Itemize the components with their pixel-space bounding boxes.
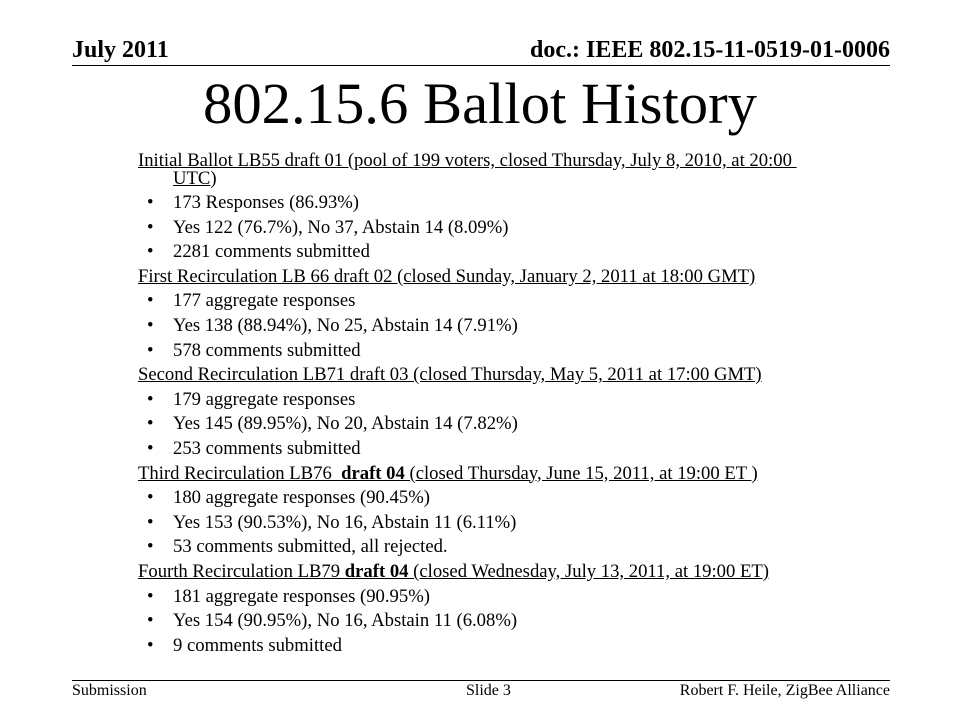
fourth-recirculation-heading	[138, 563, 818, 581]
vote-tally: • Yes 154 (90.95%), No 16, Abstain 11 (6.08%)	[138, 612, 818, 630]
first-recirculation-section	[138, 265, 818, 361]
slide-title: 802.15.6 Ballot History	[203, 71, 757, 136]
vote-tally: • Yes 153 (90.53%), No 16, Abstain 11 (6.11%)	[138, 514, 818, 532]
heading-text-tail: (closed Thursday, June 15, 2011, at 19:00 ET )	[404, 462, 758, 484]
comments-count: • 2281 comments submitted	[138, 243, 818, 261]
draft-label: draft 04	[341, 462, 405, 484]
vote-tally: • Yes 122 (76.7%), No 37, Abstain 14 (8.09%)	[138, 219, 818, 237]
heading-text: Second Recirculation LB71 draft 03 (closed Thursday, May 5, 2011 at 17:00 GMT)	[138, 364, 762, 386]
vote-tally: • Yes 138 (88.94%), No 25, Abstain 14 (7.91%)	[138, 317, 818, 335]
slide-body	[138, 152, 818, 654]
responses-count: • 173 Responses (86.93%)	[138, 194, 818, 212]
fourth-recirculation-section	[138, 563, 818, 654]
slide-number: Slide 3	[466, 682, 511, 699]
initial-ballot-section	[138, 152, 818, 261]
comments-count: • 253 comments submitted	[138, 440, 818, 458]
heading-text-tail: (closed Wednesday, July 13, 2011, at 19:00 ET)	[408, 561, 769, 582]
heading-text: Initial Ballot LB55 draft 01 (pool of 199 voters, closed Thursday, July 8, 2010, at 20:00 UTC)	[138, 150, 797, 189]
second-recirculation-section	[138, 364, 818, 460]
draft-label: draft 04	[344, 561, 409, 582]
heading-text: Fourth Recirculation LB79	[138, 561, 345, 582]
vote-tally: • Yes 145 (89.95%), No 20, Abstain 14 (7.82%)	[138, 415, 818, 433]
header-rule	[72, 65, 890, 66]
initial-ballot-heading	[138, 152, 818, 187]
heading-text: First Recirculation LB 66 draft 02 (closed Sunday, January 2, 2011 at 18:00 GMT)	[138, 265, 756, 287]
third-recirculation-heading	[138, 462, 818, 484]
second-recirculation-heading	[138, 366, 818, 384]
responses-count: • 180 aggregate responses (90.45%)	[138, 489, 818, 507]
comments-count: • 9 comments submitted	[138, 637, 818, 655]
footer-rule	[72, 680, 890, 681]
heading-text: Third Recirculation LB76	[138, 462, 342, 484]
comments-count: • 53 comments submitted, all rejected.	[138, 538, 818, 556]
footer-author: Robert F. Heile, ZigBee Alliance	[679, 682, 890, 699]
footer-submission: Submission	[72, 682, 147, 699]
responses-count: • 179 aggregate responses	[138, 391, 818, 409]
third-recirculation-section	[138, 462, 818, 558]
document-number: doc.: IEEE 802.15-11-0519-01-0006	[530, 37, 890, 63]
header-date: July 2011	[72, 37, 169, 63]
responses-count: • 177 aggregate responses	[138, 292, 818, 310]
comments-count: • 578 comments submitted	[138, 342, 818, 360]
first-recirculation-heading	[138, 265, 818, 287]
responses-count: • 181 aggregate responses (90.95%)	[138, 588, 818, 606]
